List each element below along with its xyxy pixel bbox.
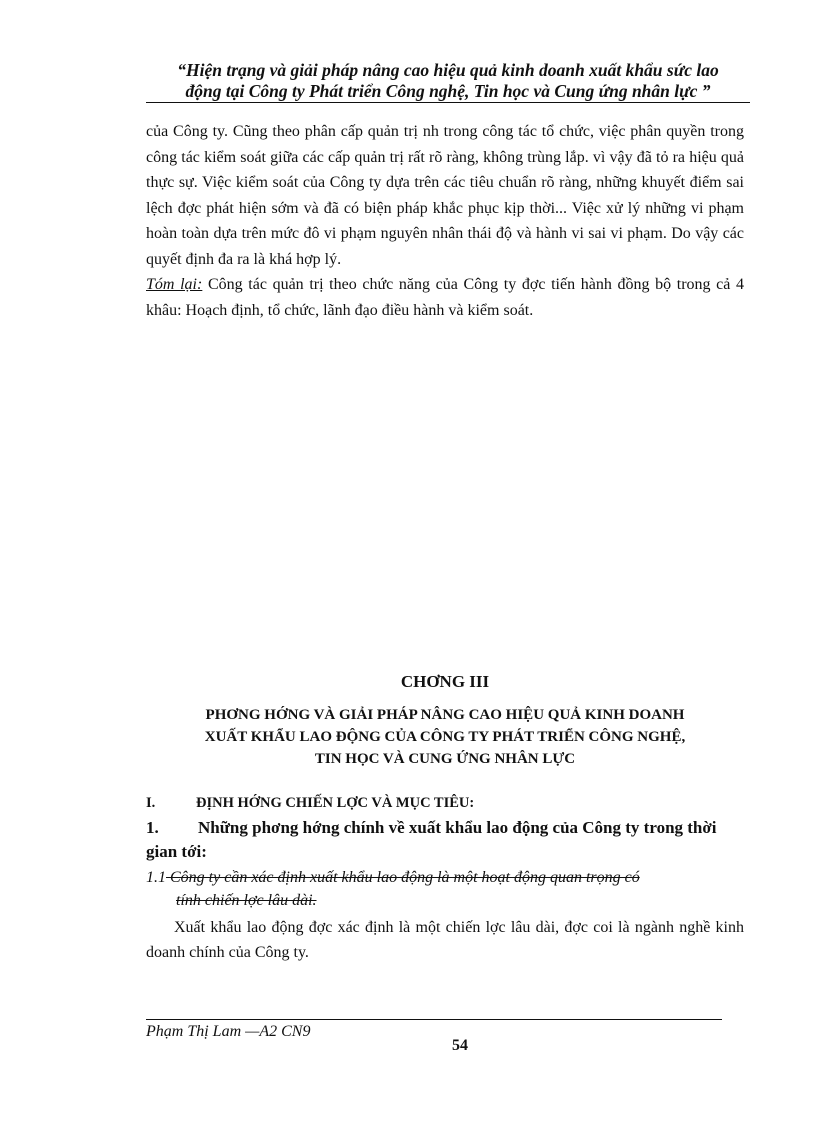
body-text bbox=[146, 119, 744, 323]
section-title: ĐỊNH HỚNG CHIẾN LỢC VÀ MỤC TIÊU: bbox=[196, 795, 475, 811]
header-line-1: “Hiện trạng và giải pháp nâng cao hiệu quả kinh doanh xuất khẩu sức lao bbox=[177, 60, 719, 80]
subsubsection-line-1-text: Công ty cần xác định xuất khẩu lao động là một hoạt động quan trọng có bbox=[170, 869, 640, 886]
paragraph-2 bbox=[146, 915, 744, 965]
summary-text: Công tác quản trị theo chức năng của Công ty đợc tiến hành đồng bộ trong cả 4 khâu: Hoạch định, tổ chức, lãnh đạo điều hành và kiểm soát. bbox=[146, 276, 745, 319]
chapter-subtitle-line-3: TIN HỌC VÀ CUNG ỨNG NHÂN LỰC bbox=[314, 751, 576, 767]
subsection-number: 1. bbox=[146, 818, 159, 837]
chapter-subtitle-line-2: XUẤT KHẨU LAO ĐỘNG CỦA CÔNG TY PHÁT TRIỂN CÔNG NGHỆ, bbox=[204, 729, 686, 745]
subsubsection-line-2: tính chiến lợc lâu dài. bbox=[176, 892, 317, 909]
footer-author: Phạm Thị Lam —A2 CN9 bbox=[146, 1023, 311, 1040]
subsubsection-heading bbox=[146, 866, 750, 912]
section-heading bbox=[146, 795, 744, 812]
chapter-title: CHƠNG III bbox=[400, 672, 490, 691]
chapter-subtitle-line-1: PHƠNG HỚNG VÀ GIẢI PHÁP NÂNG CAO HIỆU QUẢ KINH DOANH bbox=[205, 707, 685, 723]
paragraph-2-text: Xuất khẩu lao động đợc xác định là một chiến lợc lâu dài, đợc coi là ngành nghề kinh doanh chính của Công ty. bbox=[146, 919, 744, 961]
paragraph-1: của Công ty. Cũng theo phân cấp quản trị nh trong công tác tổ chức, việc phân quyền trong công tác kiểm soát giữa các cấp quản trị rất rõ ràng, không trùng lắp. vì vậy đã tỏ ra hiệu quả thực sự. Việc kiểm soát của Công ty dựa trên các tiêu chuẩn rõ ràng, những khuyết điểm sai lệch đợc phát hiện sớm và đã có biện pháp khắc phục kịp thời... Việc xử lý những vi phạm hoàn toàn dựa trên mức đô vi phạm nguyên nhân thái độ và hành vi sai vi phạm. Do vậy các quyết định đa ra là khá hợp lý. bbox=[146, 123, 744, 268]
section-number: I. bbox=[146, 795, 156, 811]
subsubsection-number: 1.1 bbox=[146, 869, 166, 886]
subsubsection-line-1 bbox=[146, 866, 750, 889]
running-header bbox=[146, 60, 750, 102]
summary-paragraph bbox=[146, 272, 744, 323]
chapter-subtitle bbox=[146, 704, 744, 770]
subsection-title: Những phơng hớng chính về xuất khẩu lao động của Công ty trong thời gian tới: bbox=[146, 818, 717, 861]
footer-rule bbox=[146, 1019, 722, 1020]
subsection-heading bbox=[146, 816, 744, 864]
summary-label: Tóm lại: bbox=[146, 276, 203, 293]
header-line-2: động tại Công ty Phát triển Công nghệ, Tin học và Cung ứng nhân lực ” bbox=[185, 81, 711, 101]
page-number: 54 bbox=[452, 1037, 468, 1054]
header-rule bbox=[146, 102, 750, 103]
